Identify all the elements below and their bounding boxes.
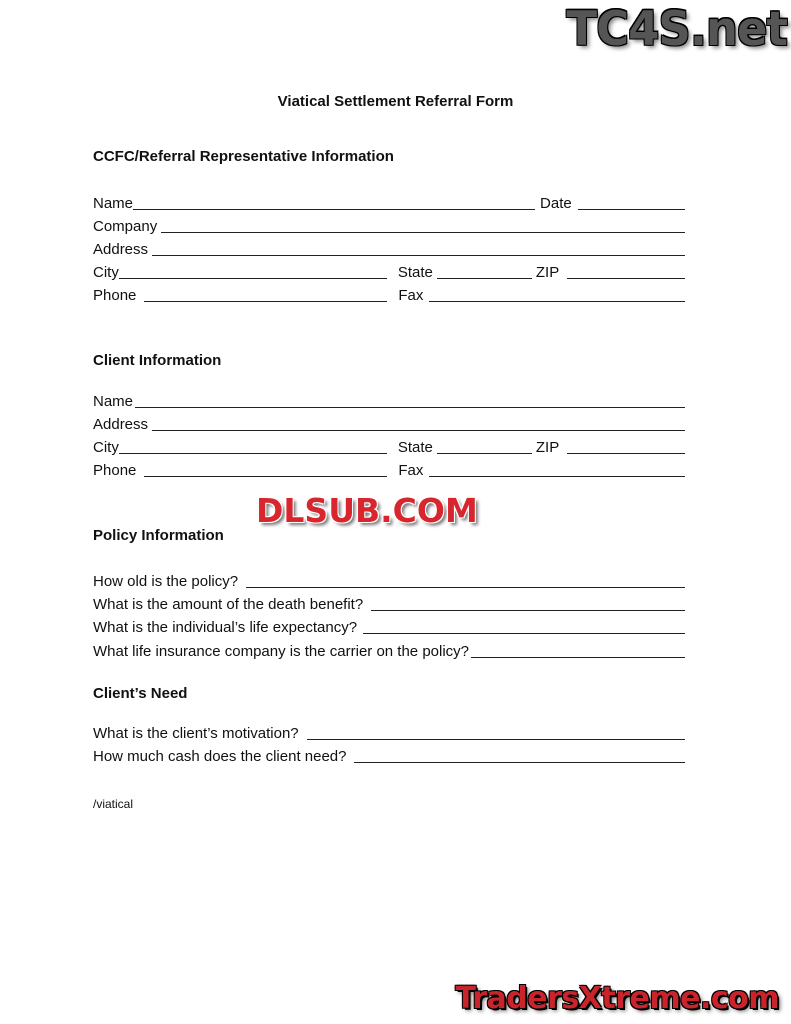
dlsub-watermark: DLSUB.COM <box>256 491 478 530</box>
policy-q1-field[interactable] <box>246 586 685 588</box>
client-address-field[interactable] <box>152 429 685 431</box>
client-address-label: Address <box>93 416 149 433</box>
rep-state-label: State <box>397 264 433 281</box>
need-heading: Client’s Need <box>93 685 188 702</box>
rep-name-label: Name <box>93 195 134 212</box>
footer-reference: /viatical <box>93 797 134 811</box>
client-name-label: Name <box>93 393 134 410</box>
rep-name-field[interactable] <box>133 208 535 210</box>
need-q2-label: How much cash does the client need? <box>93 748 347 765</box>
policy-q3-row <box>93 617 685 637</box>
need-q2-field[interactable] <box>354 761 685 763</box>
client-name-field[interactable] <box>135 406 685 408</box>
policy-q3-label: What is the individual’s life expectancy? <box>93 619 358 636</box>
rep-address-row <box>93 239 685 259</box>
rep-state-field[interactable] <box>437 277 532 279</box>
need-q2-row <box>93 746 685 766</box>
rep-address-field[interactable] <box>152 254 685 256</box>
rep-name-row <box>93 193 685 213</box>
policy-q2-label: What is the amount of the death benefit? <box>93 596 364 613</box>
rep-company-field[interactable] <box>161 231 685 233</box>
policy-q1-row <box>93 571 685 591</box>
rep-zip-field[interactable] <box>567 277 685 279</box>
client-fax-field[interactable] <box>429 475 685 477</box>
rep-city-field[interactable] <box>119 277 387 279</box>
client-heading: Client Information <box>93 352 222 369</box>
client-phone-row <box>93 460 685 480</box>
need-q1-row <box>93 723 685 743</box>
representative-heading: CCFC/Referral Representative Information <box>93 148 394 165</box>
tc4s-watermark: TC4S.net <box>566 0 787 57</box>
rep-fax-label: Fax <box>398 287 424 304</box>
client-state-field[interactable] <box>437 452 532 454</box>
client-city-field[interactable] <box>119 452 387 454</box>
policy-q4-field[interactable] <box>471 656 685 658</box>
rep-phone-label: Phone <box>93 287 137 304</box>
need-q1-label: What is the client’s motivation? <box>93 725 299 742</box>
rep-phone-field[interactable] <box>144 300 387 302</box>
rep-city-label: City <box>93 264 119 281</box>
rep-fax-field[interactable] <box>429 300 685 302</box>
rep-city-row <box>93 262 685 282</box>
rep-address-label: Address <box>93 241 149 258</box>
client-fax-label: Fax <box>398 462 424 479</box>
rep-phone-row <box>93 285 685 305</box>
policy-q2-field[interactable] <box>371 609 685 611</box>
client-name-row <box>93 391 685 411</box>
rep-company-row <box>93 216 685 236</box>
rep-zip-label: ZIP <box>535 264 560 281</box>
client-city-row <box>93 437 685 457</box>
rep-date-label: Date <box>540 195 572 212</box>
form-title: Viatical Settlement Referral Form <box>277 93 514 110</box>
client-zip-field[interactable] <box>567 452 685 454</box>
policy-q2-row <box>93 594 685 614</box>
policy-q4-label: What life insurance company is the carrier on the policy? <box>93 643 470 660</box>
client-city-label: City <box>93 439 119 456</box>
client-state-label: State <box>397 439 433 456</box>
client-phone-field[interactable] <box>144 475 387 477</box>
policy-heading: Policy Information <box>93 527 224 544</box>
need-q1-field[interactable] <box>307 738 685 740</box>
policy-q4-row <box>93 641 685 661</box>
policy-q3-field[interactable] <box>363 632 685 634</box>
client-phone-label: Phone <box>93 462 137 479</box>
tradersxtreme-watermark: TradersXtreme.com <box>455 981 779 1016</box>
rep-date-field[interactable] <box>578 208 685 210</box>
client-address-row <box>93 414 685 434</box>
policy-q1-label: How old is the policy? <box>93 573 239 590</box>
rep-company-label: Company <box>93 218 158 235</box>
client-zip-label: ZIP <box>535 439 560 456</box>
